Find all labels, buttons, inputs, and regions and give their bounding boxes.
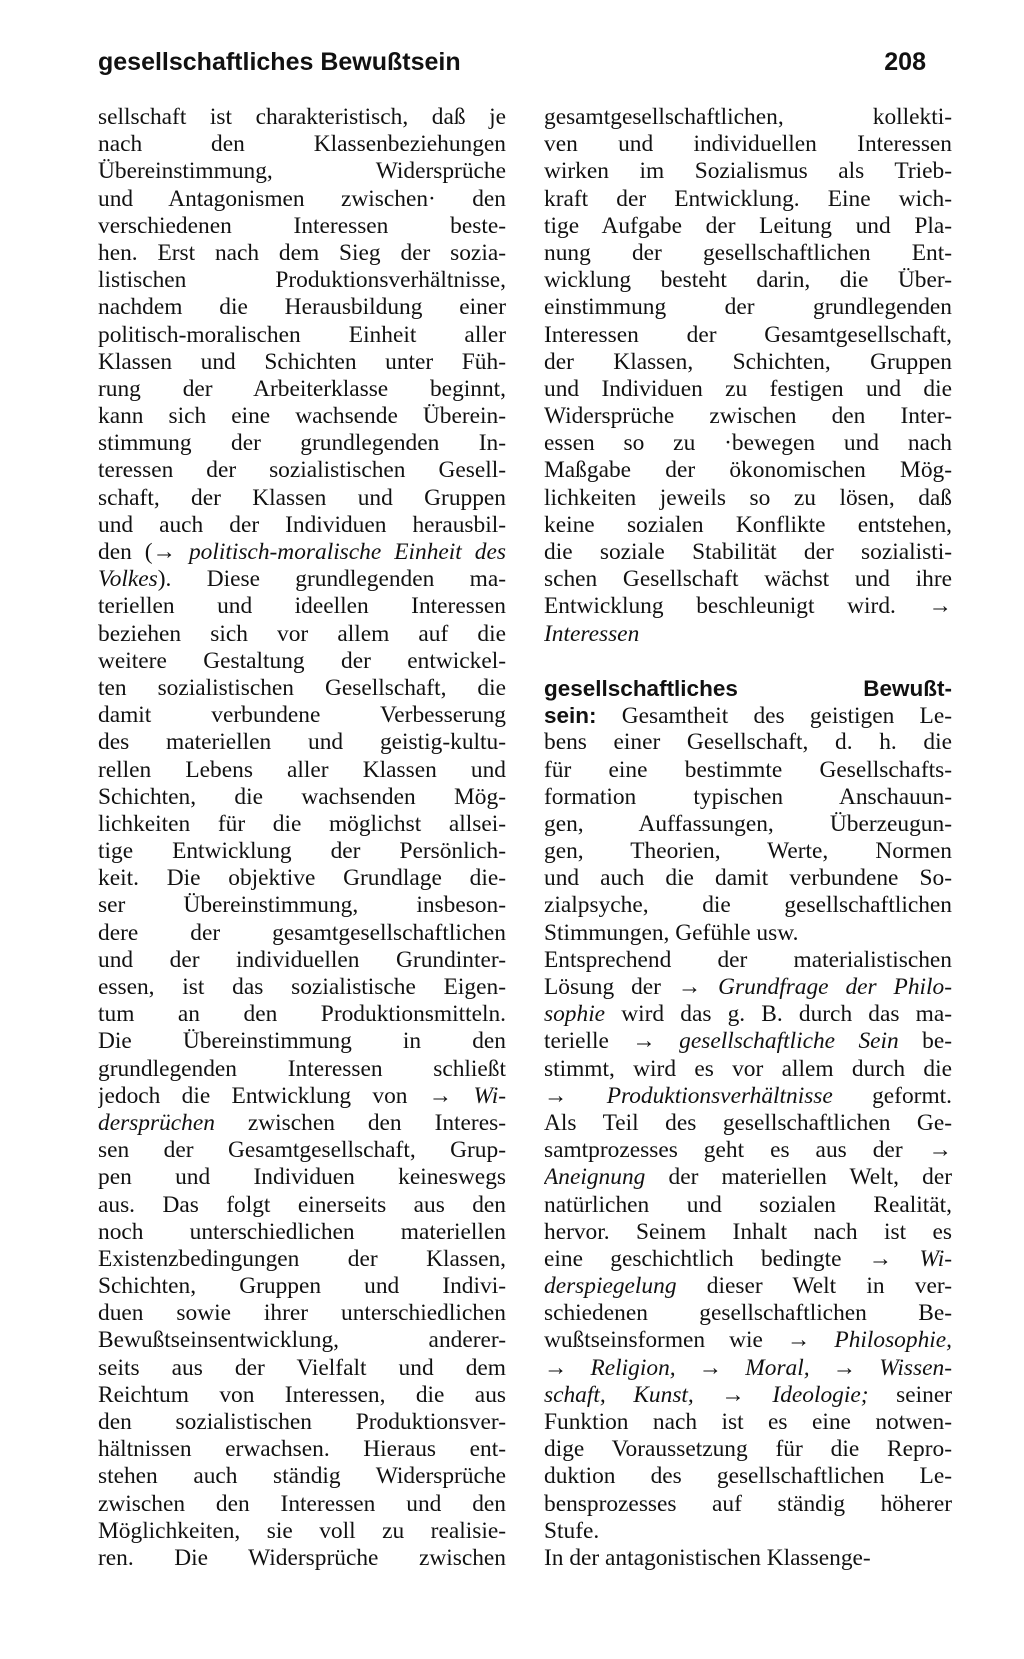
- text-segment: be-: [898, 1028, 952, 1055]
- text-segment: tige Entwicklung der Persönlich-: [98, 838, 506, 865]
- right-paragraph-gap: [544, 648, 952, 675]
- right-text-line: [544, 1409, 952, 1436]
- left-text-line: [98, 811, 506, 838]
- right-text-line: [544, 811, 952, 838]
- cross-reference: dersprüchen: [98, 1109, 215, 1136]
- left-text-line: [98, 349, 506, 376]
- left-text-line: [98, 920, 506, 947]
- text-segment: wußtseinsformen wie →: [544, 1327, 835, 1354]
- left-text-line: [98, 1545, 506, 1572]
- text-segment: Schichten, die wachsenden Mög-: [98, 783, 506, 810]
- text-segment: bensprozesses auf ständig höherer: [544, 1490, 952, 1517]
- text-segment: sen der Gesamtgesellschaft, Grup-: [98, 1137, 506, 1164]
- right-text-line: [544, 1083, 952, 1110]
- text-segment: terielle →: [544, 1028, 680, 1055]
- right-text-line: [544, 294, 952, 321]
- text-segment: gesamtgesellschaftlichen, kollekti-: [544, 104, 952, 130]
- right-text-line: [544, 947, 952, 974]
- text-segment: Existenzbedingungen der Klassen,: [98, 1245, 506, 1272]
- text-segment: lichkeiten für die möglichst allsei-: [98, 810, 506, 837]
- right-text-line: [544, 1137, 952, 1164]
- text-segment: schaft, der Klassen und Gruppen: [98, 484, 506, 511]
- text-segment: den (: [98, 539, 153, 565]
- right-text-line: [544, 403, 952, 430]
- text-segment: verschiedenen Interessen beste-: [98, 212, 506, 239]
- text-segment: jedoch die Entwicklung von →: [98, 1082, 474, 1109]
- right-text-line: [544, 566, 952, 593]
- text-segment: hältnissen erwachsen. Hieraus ent-: [98, 1436, 506, 1463]
- left-text-line: [98, 1001, 506, 1028]
- left-text-line: [98, 621, 506, 648]
- running-head: [98, 48, 926, 84]
- text-segment: essen so zu ·bewegen und nach: [544, 430, 952, 457]
- cross-reference: Aneignung: [544, 1164, 646, 1191]
- text-segment: Übereinstimmung, Widersprüche: [98, 158, 506, 185]
- text-segment: rung der Arbeiterklasse beginnt,: [98, 375, 506, 402]
- text-segment: der materiellen Welt, der: [645, 1164, 952, 1191]
- cross-reference: derspiegelung: [544, 1273, 677, 1300]
- text-segment: für eine bestimmte Gesellschafts-: [544, 756, 952, 783]
- text-segment: Reichtum von Interessen, die aus: [98, 1381, 506, 1408]
- left-text-line: [98, 512, 506, 539]
- text-segment: stimmt, wird es vor allem durch die: [544, 1055, 952, 1082]
- left-text-line: [98, 865, 506, 892]
- cross-reference: Philosophie,: [834, 1327, 952, 1354]
- right-text-line: [544, 1056, 952, 1083]
- right-text-line: [544, 1192, 952, 1219]
- left-text-line: [98, 1246, 506, 1273]
- left-text-line: [98, 186, 506, 213]
- left-text-line: [98, 1219, 506, 1246]
- text-segment: den sozialistischen Produktionsver-: [98, 1409, 506, 1435]
- text-segment: dige Voraussetzung für die Repro-: [544, 1436, 952, 1463]
- text-segment: formation typischen Anschauun-: [544, 783, 952, 810]
- cross-reference: Wi-: [473, 1082, 506, 1109]
- text-segment: zialpsyche, die gesellschaftlichen: [544, 892, 952, 919]
- text-segment: ven und individuellen Interessen: [544, 131, 952, 158]
- text-segment: →: [809, 1354, 880, 1381]
- cross-reference: Produktionsverhältnisse: [606, 1082, 833, 1109]
- left-text-line: [98, 1409, 506, 1436]
- left-text-line: [98, 1164, 506, 1191]
- right-text-line: [544, 131, 952, 158]
- right-text-line: [544, 675, 952, 702]
- text-segment: pen und Individuen keineswegs: [98, 1164, 506, 1191]
- text-segment: Entsprechend der materialistischen: [544, 946, 952, 973]
- text-segment: Maßgabe der ökonomischen Mög-: [544, 457, 952, 484]
- right-text-line: [544, 1518, 952, 1545]
- cross-reference: gesellschaftliche Sein: [679, 1028, 899, 1055]
- right-text-line: [544, 1300, 952, 1327]
- text-segment: →: [693, 1381, 773, 1408]
- text-segment: Lösung der →: [544, 974, 719, 1000]
- right-text-line: [544, 539, 952, 566]
- right-text-line: [544, 485, 952, 512]
- left-text-line: [98, 838, 506, 865]
- text-segment: duktion des gesellschaftlichen Le-: [544, 1463, 952, 1490]
- text-segment: keit. Die objektive Grundlage die-: [98, 865, 506, 892]
- text-segment: stehen auch ständig Widersprüche: [98, 1463, 506, 1490]
- right-text-line: [544, 920, 952, 947]
- text-segment: Gesamtheit des geistigen Le-: [596, 703, 952, 730]
- text-segment: stimmung der grundlegenden In-: [98, 430, 506, 457]
- right-text-line: [544, 430, 952, 457]
- text-segment: samtprozesses geht es aus der →: [544, 1137, 952, 1164]
- text-segment: essen, ist das sozialistische Eigen-: [98, 974, 506, 1000]
- left-text-line: [98, 974, 506, 1001]
- left-text-line: [98, 702, 506, 729]
- text-segment: nach den Klassenbeziehungen: [98, 131, 506, 158]
- text-segment: wird das g. B. durch das ma-: [605, 1001, 952, 1028]
- right-text-line: [544, 240, 952, 267]
- text-segment: In der antagonistischen Klassenge-: [544, 1544, 871, 1571]
- text-segment: weitere Gestaltung der entwickel-: [98, 647, 506, 674]
- text-segment: Widersprüche zwischen den Inter-: [544, 403, 952, 430]
- left-text-line: [98, 784, 506, 811]
- text-segment: Funktion nach ist es eine notwen-: [544, 1409, 952, 1435]
- text-segment: teriellen und ideellen Interessen: [98, 593, 506, 620]
- cross-reference: Religion,: [590, 1354, 676, 1381]
- right-text-line: [544, 702, 952, 729]
- text-segment: Schichten, Gruppen und Indivi-: [98, 1273, 506, 1300]
- text-segment: tum an den Produktionsmitteln.: [98, 1001, 506, 1028]
- text-segment: dieser Welt in ver-: [676, 1273, 952, 1300]
- text-segment: schen Gesellschaft wächst und ihre: [544, 566, 952, 593]
- text-segment: duen sowie ihrer unterschiedlichen: [98, 1300, 506, 1327]
- text-segment: seiner: [868, 1381, 952, 1408]
- text-segment: →: [544, 1354, 591, 1381]
- right-text-line: [544, 1545, 952, 1572]
- entry-headword: gesellschaftliches Bewußt-: [544, 675, 952, 701]
- running-head-title: gesellschaftliches Bewußtsein: [98, 48, 461, 76]
- right-text-line: [544, 1110, 952, 1137]
- left-text-line: [98, 1273, 506, 1300]
- text-segment: teressen der sozialistischen Gesell-: [98, 457, 506, 484]
- left-text-line: [98, 485, 506, 512]
- right-text-line: [544, 1355, 952, 1382]
- cross-reference: Interessen: [544, 620, 640, 647]
- text-segment: ren. Die Widersprüche zwischen: [98, 1544, 506, 1571]
- left-text-line: [98, 729, 506, 756]
- text-segment: schiedenen gesellschaftlichen Be-: [544, 1300, 952, 1327]
- text-segment: hervor. Seinem Inhalt nach ist es: [544, 1218, 952, 1245]
- cross-reference: Ideologie;: [772, 1381, 869, 1408]
- left-text-line: [98, 1327, 506, 1354]
- cross-reference: Wissen-: [879, 1354, 952, 1381]
- text-segment: damit verbundene Verbesserung: [98, 702, 506, 729]
- text-segment: zwischen den Interessen und den: [98, 1490, 506, 1517]
- right-text-line: [544, 158, 952, 185]
- text-segment: rellen Lebens aller Klassen und: [98, 756, 506, 783]
- text-segment: Interessen der Gesamtgesellschaft,: [544, 321, 952, 348]
- right-text-line: [544, 593, 952, 620]
- left-text-line: [98, 1463, 506, 1490]
- text-segment: Stimmungen, Gefühle usw.: [544, 919, 799, 946]
- right-text-line: [544, 376, 952, 403]
- left-text-line: [98, 131, 506, 158]
- cross-reference: schaft, Kunst,: [544, 1381, 694, 1408]
- text-segment: der Klassen, Schichten, Gruppen: [544, 348, 952, 375]
- cross-reference: sophie: [544, 1001, 606, 1028]
- right-text-line: [544, 1164, 952, 1191]
- cross-reference: Wi-: [919, 1245, 952, 1272]
- right-text-line: [544, 1001, 952, 1028]
- text-segment: listischen Produktionsverhältnisse,: [98, 267, 506, 294]
- left-text-line: [98, 1518, 506, 1545]
- entry-headword: sein:: [544, 703, 597, 729]
- left-text-line: [98, 322, 506, 349]
- text-segment: Als Teil des gesellschaftlichen Ge-: [544, 1109, 952, 1136]
- left-text-line: [98, 1300, 506, 1327]
- left-text-line: [98, 1028, 506, 1055]
- text-segment: seits aus der Vielfalt und dem: [98, 1354, 506, 1381]
- left-text-line: [98, 1137, 506, 1164]
- text-segment: und Antagonismen zwischen· den: [98, 185, 506, 212]
- right-text-line: [544, 1246, 952, 1273]
- left-text-line: [98, 593, 506, 620]
- left-text-line: [98, 1355, 506, 1382]
- text-segment: und auch der Individuen herausbil-: [98, 511, 506, 538]
- left-text-line: [98, 294, 506, 321]
- text-segment: tige Aufgabe der Leitung und Pla-: [544, 212, 952, 239]
- text-segment: Klassen und Schichten unter Füh-: [98, 348, 506, 375]
- text-segment: Möglichkeiten, sie voll zu realisie-: [98, 1517, 506, 1544]
- right-text-line: [544, 1028, 952, 1055]
- text-segment: dere der gesamtgesellschaftlichen: [98, 919, 506, 946]
- right-text-line: [544, 1463, 952, 1490]
- right-text-line: [544, 838, 952, 865]
- left-text-line: [98, 403, 506, 430]
- left-text-line: [98, 539, 506, 566]
- left-text-line: [98, 648, 506, 675]
- right-text-line: [544, 1382, 952, 1409]
- text-segment: aus. Das folgt einerseits aus den: [98, 1191, 506, 1218]
- left-text-line: [98, 1192, 506, 1219]
- text-segment: kann sich eine wachsende Überein-: [98, 403, 506, 430]
- text-segment: ser Übereinstimmung, insbeson-: [98, 892, 506, 919]
- text-segment: die soziale Stabilität der sozialisti-: [544, 539, 952, 565]
- cross-reference: Volkes: [98, 566, 158, 593]
- right-text-line: [544, 621, 952, 648]
- text-segment: und der individuellen Grundinter-: [98, 946, 506, 973]
- text-segment: eine geschichtlich bedingte →: [544, 1245, 920, 1272]
- text-segment: ). Diese grundlegenden ma-: [157, 566, 506, 593]
- left-text-line: [98, 1083, 506, 1110]
- left-text-line: [98, 892, 506, 919]
- left-text-line: [98, 267, 506, 294]
- left-text-line: [98, 213, 506, 240]
- left-text-line: [98, 104, 506, 131]
- right-text-line: [544, 1273, 952, 1300]
- left-text-column: [98, 104, 506, 1572]
- text-segment: →: [675, 1354, 746, 1381]
- left-text-line: [98, 566, 506, 593]
- text-segment: keine sozialen Konflikte entstehen,: [544, 511, 952, 538]
- left-text-line: [98, 1436, 506, 1463]
- left-text-line: [98, 457, 506, 484]
- text-segment: zwischen den Interes-: [214, 1109, 506, 1136]
- left-text-line: [98, 376, 506, 403]
- right-text-line: [544, 104, 952, 131]
- right-text-line: [544, 186, 952, 213]
- text-segment: einstimmung der grundlegenden: [544, 294, 952, 321]
- right-text-line: [544, 729, 952, 756]
- text-segment: kraft der Entwicklung. Eine wich-: [544, 185, 952, 212]
- text-segment: natürlichen und sozialen Realität,: [544, 1191, 952, 1218]
- left-text-line: [98, 240, 506, 267]
- text-segment: nung der gesellschaftlichen Ent-: [544, 239, 952, 266]
- text-segment: wirken im Sozialismus als Trieb-: [544, 158, 952, 185]
- text-segment: Die Übereinstimmung in den: [98, 1028, 506, 1055]
- right-text-line: [544, 974, 952, 1001]
- text-segment: hen. Erst nach dem Sieg der sozia-: [98, 239, 506, 266]
- right-text-line: [544, 1219, 952, 1246]
- text-segment: und auch die damit verbundene So-: [544, 865, 952, 892]
- text-segment: gen, Auffassungen, Überzeugun-: [544, 810, 952, 837]
- left-text-line: [98, 430, 506, 457]
- text-segment: →: [544, 1082, 607, 1109]
- text-segment: lichkeiten jeweils so zu lösen, daß: [544, 484, 952, 511]
- right-text-line: [544, 865, 952, 892]
- cross-reference: Grundfrage der Philo-: [718, 974, 952, 1000]
- text-segment: grundlegenden Interessen schließt: [98, 1055, 506, 1082]
- left-text-line: [98, 675, 506, 702]
- text-segment: Bewußtseinsentwicklung, anderer-: [98, 1327, 506, 1354]
- right-text-line: [544, 1436, 952, 1463]
- right-text-line: [544, 1491, 952, 1518]
- page-number: 208: [884, 48, 926, 76]
- text-segment: gen, Theorien, Werte, Normen: [544, 838, 952, 865]
- text-segment: beziehen sich vor allem auf die: [98, 620, 506, 647]
- text-segment: Stufe.: [544, 1517, 600, 1544]
- text-segment: und Individuen zu festigen und die: [544, 375, 952, 402]
- right-text-line: [544, 267, 952, 294]
- cross-reference: Moral,: [745, 1354, 810, 1381]
- right-text-line: [544, 784, 952, 811]
- right-text-column: [544, 104, 952, 1572]
- left-text-line: [98, 1382, 506, 1409]
- left-text-line: [98, 158, 506, 185]
- right-text-line: [544, 892, 952, 919]
- text-segment: wicklung besteht darin, die Über-: [544, 267, 952, 294]
- left-text-line: [98, 757, 506, 784]
- left-text-line: [98, 1491, 506, 1518]
- text-segment: des materiellen und geistig-kultu-: [98, 729, 506, 756]
- left-text-line: [98, 947, 506, 974]
- cross-reference: → politisch-moralische Einheit des: [152, 539, 506, 565]
- text-segment: politisch-moralischen Einheit aller: [98, 321, 506, 348]
- right-text-line: [544, 757, 952, 784]
- left-text-line: [98, 1056, 506, 1083]
- text-segment: noch unterschiedlichen materiellen: [98, 1218, 506, 1245]
- text-segment: bens einer Gesellschaft, d. h. die: [544, 729, 952, 756]
- right-text-line: [544, 213, 952, 240]
- text-segment: geformt.: [832, 1082, 952, 1109]
- right-text-line: [544, 512, 952, 539]
- right-text-line: [544, 349, 952, 376]
- right-text-line: [544, 322, 952, 349]
- text-segment: nachdem die Herausbildung einer: [98, 294, 506, 321]
- right-text-line: [544, 1327, 952, 1354]
- text-segment: sellschaft ist charakteristisch, daß je: [98, 104, 506, 130]
- right-text-line: [544, 457, 952, 484]
- left-text-line: [98, 1110, 506, 1137]
- text-segment: ten sozialistischen Gesellschaft, die: [98, 674, 506, 701]
- text-segment: Entwicklung beschleunigt wird. →: [544, 593, 952, 620]
